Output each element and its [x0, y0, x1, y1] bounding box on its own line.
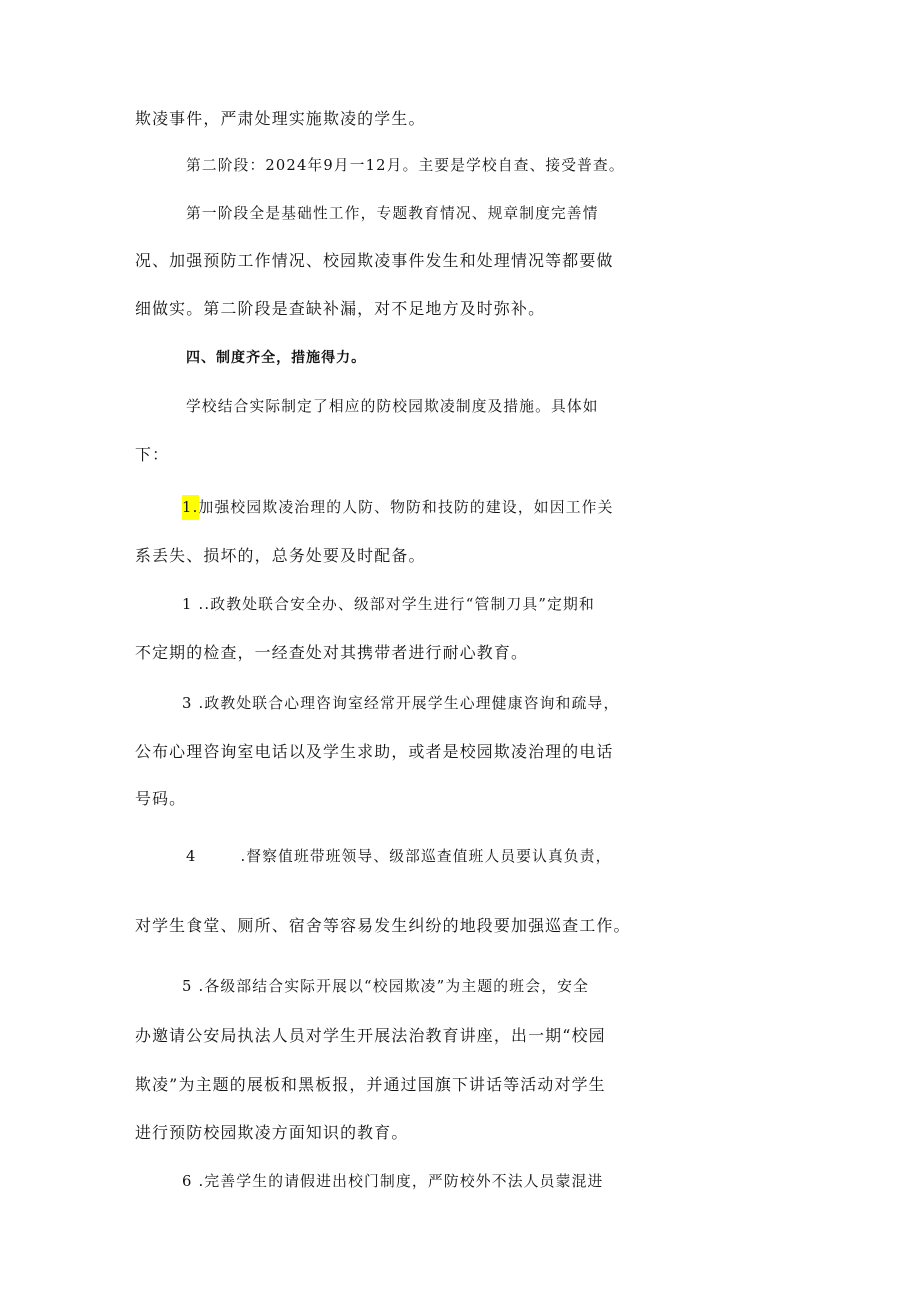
paragraph-line [0, 1065, 920, 1105]
paragraph-line [0, 194, 920, 234]
paragraph-line [0, 146, 920, 186]
paragraph-line [0, 906, 920, 946]
text-run: 细做实。第二阶段是查缺补漏，对不足地方及时弥补。 [135, 299, 546, 318]
text-run: 进行预防校园欺凌方面知识的教育。 [135, 1123, 409, 1142]
paragraph-line [0, 1162, 920, 1202]
paragraph-line [0, 585, 920, 625]
paragraph-line [0, 684, 920, 724]
paragraph-line [0, 732, 920, 772]
text-run: 公布心理咨询室电话以及学生求助，或者是校园欺凌治理的电话 [135, 742, 614, 761]
list-number: 4 [186, 848, 197, 865]
paragraph-line [0, 536, 920, 576]
paragraph-line [0, 967, 920, 1007]
paragraph-line [0, 99, 920, 139]
paragraph-line [0, 633, 920, 673]
paragraph-line [0, 779, 920, 819]
text-run: 1 ..政教处联合安全办、级部对学生进行“管制刀具”定期和 [182, 596, 595, 613]
paragraph-line [0, 387, 920, 427]
highlighted-number: 1. [182, 495, 199, 520]
text-run: 第一阶段全是基础性工作，专题教育情况、规章制度完善情 [186, 205, 599, 222]
text-run: 不定期的检查，一经查处对其携带者进行耐心教育。 [135, 643, 529, 662]
text-run: .督察值班带班领导、级部巡查值班人员要认真负责， [240, 848, 612, 865]
paragraph-line [0, 241, 920, 281]
text-run: 对学生食堂、厕所、宿舍等容易发生纠纷的地段要加强巡查工作。 [135, 916, 631, 935]
section-heading [0, 338, 920, 378]
text-run: 6 .完善学生的请假进出校门制度，严防校外不法人员蒙混进 [182, 1173, 604, 1190]
text-run: 第二阶段：2024年9月一12月。主要是学校自查、接受普查。 [186, 157, 625, 174]
text-run: 3 .政教处联合心理咨询室经常开展学生心理健康咨询和疏导， [182, 695, 620, 712]
text-run: 欺凌事件，严肃处理实施欺凌的学生。 [135, 109, 426, 128]
paragraph-line [0, 435, 920, 475]
paragraph-line [0, 289, 920, 329]
text-run: 况、加强预防工作情况、校园欺凌事件发生和处理情况等都要做 [135, 251, 614, 270]
paragraph-line [0, 1113, 920, 1153]
text-run: 下： [135, 445, 170, 464]
heading-text: 四、制度齐全，措施得力。 [186, 350, 367, 366]
paragraph-line [0, 1016, 920, 1056]
paragraph-line [0, 837, 920, 877]
text-run: 加强校园欺凌治理的人防、物防和技防的建设，如因工作关 [198, 499, 614, 516]
paragraph-line [0, 488, 920, 528]
text-run: 5 .各级部结合实际开展以“校园欺凌”为主题的班会，安全 [182, 978, 590, 995]
text-run: 办邀请公安局执法人员对学生开展法治教育讲座，出一期“校园 [135, 1026, 606, 1045]
text-run: 学校结合实际制定了相应的防校园欺凌制度及措施。具体如 [186, 398, 599, 415]
text-run: 系丢失、损坏的，总务处要及时配备。 [135, 546, 426, 565]
text-run: 欺凌”为主题的展板和黑板报，并通过国旗下讲话等活动对学生 [135, 1075, 606, 1094]
text-run: 号码。 [135, 789, 187, 808]
